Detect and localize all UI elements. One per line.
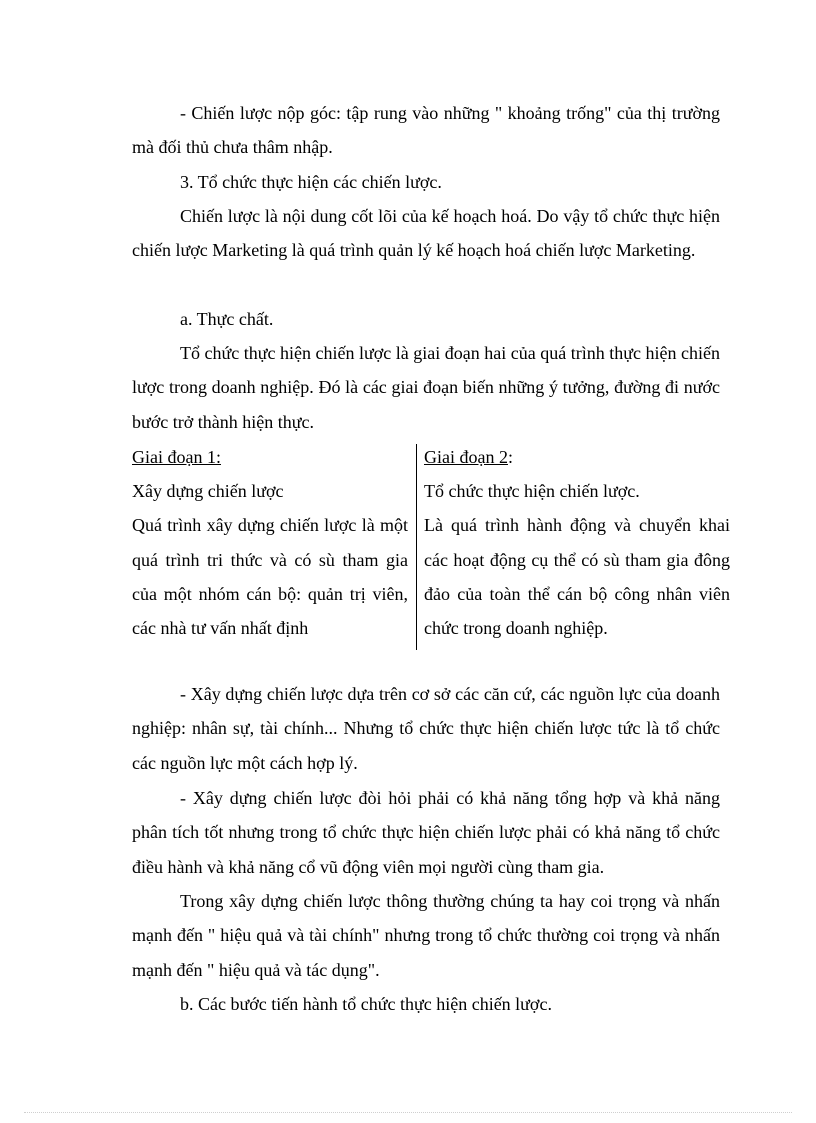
heading-subsection-b: b. Các bước tiến hành tổ chức thực hiện chiến lược.	[180, 994, 552, 1014]
phase-comparison-table	[132, 440, 730, 650]
paragraph-strategy-core: Chiến lược là nội dung cốt lõi của kế hoạch hoá. Do vậy tổ chức thực hiện chiến lược Marketing là quá trình quản lý kế hoạch hoá chiến lược Marketing.	[132, 206, 720, 261]
phase-2-body: Là quá trình hành động và chuyển khai các hoạt động cụ thể có sù tham gia đông đảo của toàn thể cán bộ công nhân viên chức trong doanh nghiệp.	[424, 515, 730, 639]
heading-subsection-a: a. Thực chất.	[180, 309, 274, 329]
phase-2-column	[424, 440, 730, 645]
paragraph-priorities: Trong xây dựng chiến lược thông thường chúng ta hay coi trọng và nhấn mạnh đến " hiệu quả và tài chính" nhưng trong tổ chức thường coi trọng và nhấn mạnh đến " hiệu quả và tác dụng".	[132, 891, 720, 980]
phase-2-title: Tổ chức thực hiện chiến lược.	[424, 481, 640, 502]
phase-1-column	[132, 440, 408, 645]
phase-1-heading: Giai đoạn 1:	[132, 447, 221, 467]
phase-2-heading-line	[424, 440, 730, 474]
phase-2-heading-colon: :	[507, 447, 513, 467]
phase-1-body: Quá trình xây dựng chiến lược là một quá trình tri thức và có sù tham gia của một nhóm cán bộ: quản trị viên, các nhà tư vấn nhất định	[132, 515, 408, 639]
phase-2-heading: Giai đoạn 2	[424, 447, 508, 467]
paragraph-niche-strategy: - Chiến lược nộp góc: tập rung vào những " khoảng trống" của thị trường mà đối thủ chưa thâm nhập.	[132, 103, 720, 158]
phase-1-title: Xây dựng chiến lược	[132, 481, 284, 502]
paragraph-resources: - Xây dựng chiến lược dựa trên cơ sở các căn cứ, các nguồn lực của doanh nghiệp: nhân sự, tài chính... Nhưng tổ chức thực hiện chiến lược tức là tổ chức các nguồn lực một cách hợp lý.	[132, 684, 720, 773]
column-divider	[416, 444, 417, 650]
page-bottom-rule	[24, 1112, 792, 1113]
paragraph-skills: - Xây dựng chiến lược đòi hỏi phải có khả năng tổng hợp và khả năng phân tích tốt nhưng trong tổ chức thực hiện chiến lược phải có khả năng tổ chức điều hành và khả năng cổ vũ động viên mọi người cùng tham gia.	[132, 788, 720, 877]
heading-section-3: 3. Tổ chức thực hiện các chiến lược.	[180, 172, 442, 192]
paragraph-implementation: Tổ chức thực hiện chiến lược là giai đoạn hai của quá trình thực hiện chiến lược trong doanh nghiệp. Đó là các giai đoạn biến những ý tưởng, đường đi nước bước trở thành hiện thực.	[132, 343, 720, 432]
